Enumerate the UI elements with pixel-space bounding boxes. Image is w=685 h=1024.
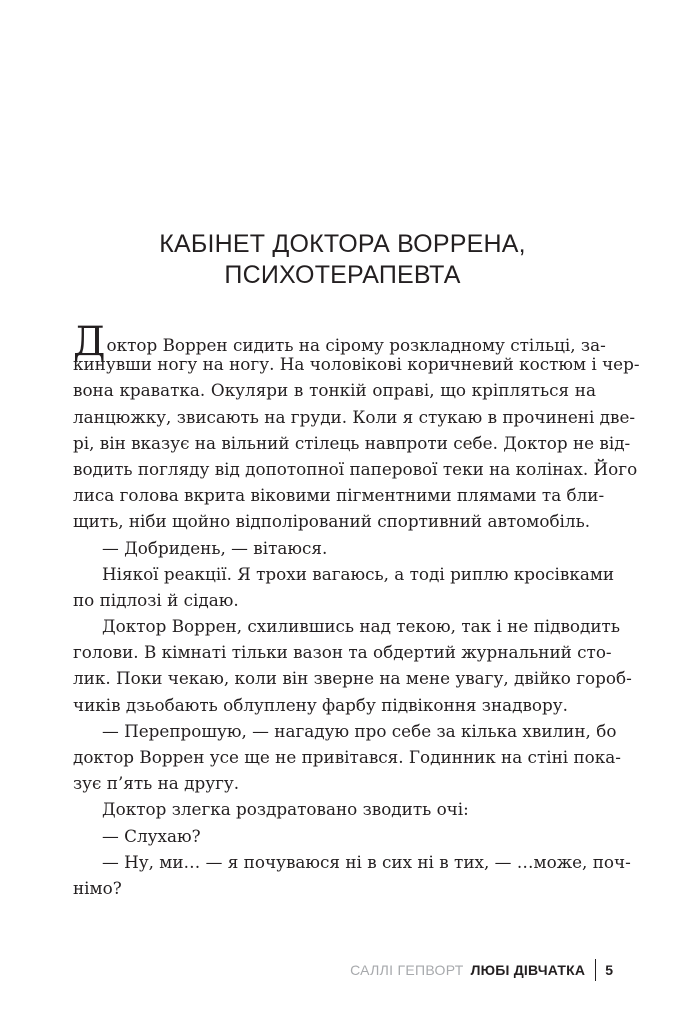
- text-line: чиків дзьобають облуплену фарбу підвіконня знадвору.: [73, 694, 568, 715]
- text-line: по підлозі й сідаю.: [73, 589, 239, 610]
- chapter-title-line-1: КАБІНЕТ ДОКТОРА ВОРРЕНА,: [159, 230, 526, 258]
- drop-cap: Д: [73, 319, 106, 365]
- text-line: Ніякої реакції. Я трохи вагаюсь, а тоді риплю кросівками: [102, 563, 615, 584]
- running-footer: [350, 958, 613, 982]
- text-line: — Перепрошую, — нагадую про себе за кілька хвилин, бо: [102, 720, 617, 741]
- text-line: лик. Поки чекаю, коли він зверне на мене увагу, двійко гороб-: [73, 668, 632, 689]
- page-number: 5: [605, 962, 613, 978]
- text-line: ланцюжку, звисають на груди. Коли я стукаю в прочинені две-: [73, 406, 636, 427]
- text-line: німо?: [73, 877, 122, 898]
- text-line: вона краватка. Окуляри в тонкій оправі, що кріпляться на: [73, 380, 596, 401]
- text-line: щить, ніби щойно відполірований спортивний автомобіль.: [73, 511, 591, 532]
- text-line: Доктор Воррен, схилившись над текою, так і не підводить: [102, 616, 620, 637]
- text-line: рі, він вказує на вільний стілець навпроти себе. Доктор не від-: [73, 432, 631, 453]
- text-line: голови. В кімнаті тільки вазон та обдертий журнальний сто-: [73, 642, 612, 663]
- text-line: Доктор злегка роздратовано зводить очі:: [102, 799, 469, 820]
- text-line: — Слухаю?: [102, 825, 201, 846]
- text-line: — Ну, ми… — я почуваюся ні в сих ні в тих, — …може, поч-: [102, 851, 631, 872]
- chapter-title: [0, 229, 685, 291]
- footer-author: САЛЛІ ГЕПВОРТ: [350, 962, 464, 978]
- text-line: [73, 319, 606, 365]
- text-line: кинувши ногу на ногу. На чоловікові коричневий костюм і чер-: [73, 354, 640, 375]
- text-line: — Добридень, — вітаюся.: [102, 537, 328, 558]
- text-line: зує п’ять на другу.: [73, 773, 240, 794]
- footer-book-title: ЛЮБІ ДІВЧАТКА: [470, 962, 586, 978]
- text-line: доктор Воррен усе ще не привітався. Годинник на стіні пока-: [73, 747, 621, 767]
- chapter-title-line-2: ПСИХОТЕРАПЕВТА: [224, 261, 461, 289]
- text-line: водить погляду від допотопної паперової теки на колінах. Його: [73, 458, 638, 479]
- footer-divider: [595, 959, 596, 981]
- text-line: лиса голова вкрита віковими пігментними плямами та бли-: [73, 485, 605, 506]
- text-line-content: октор Воррен сидить на сірому розкладному стільці, за-: [106, 335, 606, 355]
- chapter-body: [73, 319, 640, 901]
